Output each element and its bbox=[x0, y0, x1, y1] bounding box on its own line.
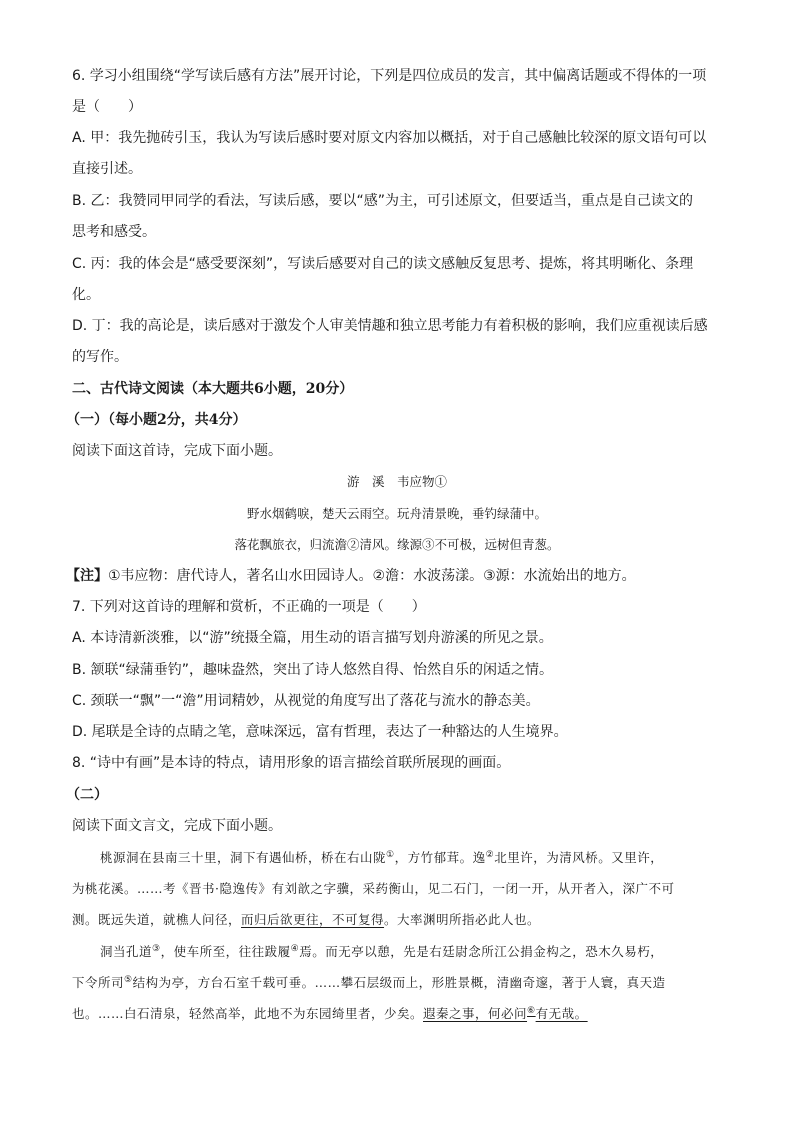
q6-option-c-line2: 化。 bbox=[72, 287, 100, 303]
q6-option-d-line2: 的写作。 bbox=[72, 349, 128, 365]
poem-note-mark-3: ③ bbox=[422, 537, 435, 552]
passage-note-mark-1: ① bbox=[386, 849, 395, 860]
poem-line-2-part-b: 清风。缘源 bbox=[359, 537, 422, 552]
passage-p1-l1-a: 桃源洞在县南三十里，洞下有遇仙桥，桥在右山陇 bbox=[100, 850, 387, 865]
passage-p2-line1 bbox=[100, 942, 663, 962]
note-text: ①韦应物：唐代诗人，著名山水田园诗人。②澹：水波荡漾。③源：水流始出的地方。 bbox=[108, 568, 636, 584]
q7-option-c: C. 颈联一“飘”一“澹”用词精妙，从视觉的角度写出了落花与流水的静态美。 bbox=[72, 693, 540, 709]
passage-note-mark-2: ② bbox=[485, 849, 495, 860]
passage-p2-l1-b: ，使车所至，往往跋履 bbox=[160, 944, 291, 959]
passage-note-mark-6: ⑥ bbox=[527, 1005, 536, 1016]
poem-title bbox=[0, 473, 794, 491]
poem-line-2 bbox=[0, 536, 794, 554]
q6-stem-line1: 6. 学习小组围绕“学写读后感有方法”展开讨论，下列是四位成员的发言，其中偏离话题或不得体的一项 bbox=[72, 68, 707, 84]
passage-underlined-sentence-1: 而归后欲更往，不可复得 bbox=[241, 912, 385, 927]
passage-note-mark-5: ⑤ bbox=[124, 974, 133, 985]
q6-option-a-line2: 直接引述。 bbox=[72, 161, 142, 177]
passage-p2-l2-a: 下令所司 bbox=[72, 975, 125, 990]
passage-p2-l1-c: 焉。而无亭以憩，先是右廷尉念所江公捐金构之，恐木久易朽， bbox=[299, 944, 664, 959]
q6-option-a-line1: A. 甲：我先抛砖引玉，我认为写读后感时要对原文内容加以概括，对于自己感触比较深的原文语句可以 bbox=[72, 130, 707, 146]
q7-option-b: B. 颔联“绿蒲垂钓”，趣味盎然，突出了诗人悠然自得、怡然自乐的闲适之情。 bbox=[72, 662, 554, 678]
passage-p1-l1-c: 北里许，为清风桥。又里许， bbox=[494, 850, 664, 865]
poem-line-2-part-a: 落花飘旅衣，归流澹 bbox=[234, 537, 347, 552]
passage-p2-l1-a: 洞当孔道 bbox=[100, 944, 153, 959]
passage-p1-line3 bbox=[72, 910, 540, 930]
q8-stem: 8. “诗中有画”是本诗的特点，请用形象的语言描绘首联所展现的画面。 bbox=[72, 755, 511, 771]
q6-stem-line2: 是（ ） bbox=[72, 99, 142, 115]
q6-option-c-line1: C. 丙：我的体会是“感受要深刻”，写读后感要对自己的读文感触反复思考、提炼，将其明晰化、条理 bbox=[72, 256, 694, 272]
passage-p2-l3-a: 也。……白石清泉，轻然高举，此地不为东园绮里者，少矣。 bbox=[72, 1006, 424, 1021]
poem-line-2-part-c: 不可极，远树但青葱。 bbox=[434, 537, 560, 552]
section-2-part-2-header: （二） bbox=[66, 787, 108, 803]
passage-p1-line1 bbox=[100, 848, 663, 868]
poem-title-text: 游 溪 韦应物 bbox=[346, 474, 435, 489]
note-bracket: 【注】 bbox=[66, 568, 108, 584]
q6-option-b-line1: B. 乙：我赞同甲同学的看法，写读后感，要以“感”为主，可引述原文，但要适当，重点是自己读文的 bbox=[72, 193, 694, 209]
poem-title-note-mark: ① bbox=[434, 474, 448, 489]
passage-p2-line2 bbox=[72, 973, 666, 993]
section-2-title: 二、古代诗文阅读（本大题共6小题，20分） bbox=[72, 381, 354, 397]
passage-p1-l3-a: 测。既远失道，就樵人问径， bbox=[72, 912, 242, 927]
passage-p2-l2-b: 结构为亭，方台石室千载可垂。……攀石层级而上，形胜景概，清幽奇邃，著于人寰，真天造 bbox=[132, 975, 666, 990]
passage-p1-l3-b: 。大率渊明所指必此人也。 bbox=[384, 912, 541, 927]
passage-p2-line3 bbox=[72, 1004, 588, 1024]
poem-instruction: 阅读下面这首诗，完成下面小题。 bbox=[72, 443, 282, 459]
passage-note-mark-4: ④ bbox=[290, 943, 300, 954]
section-2-part-1-header: （一）（每小题2分，共4分） bbox=[66, 412, 247, 428]
poem-note-mark-2: ② bbox=[346, 537, 360, 552]
q6-option-d-line1: D. 丁：我的高论是，读后感对于激发个人审美情趣和独立思考能力有着积极的影响，我们应重视读后感 bbox=[72, 318, 708, 334]
passage-p1-l1-b: ，方竹郁茸。逸 bbox=[394, 850, 486, 865]
passage-p1-line2: 为桃花溪。……考《晋书·隐逸传》有刘歆之字骥，采药衡山，见二石门，一闭一开，从开者入，深广不可 bbox=[72, 881, 675, 896]
q6-option-b-line2: 思考和感受。 bbox=[72, 224, 156, 240]
passage-underlined-sentence-2a: 遐秦之事，何必问 bbox=[423, 1006, 528, 1021]
q7-stem: 7. 下列对这首诗的理解和赏析，不正确的一项是（ ） bbox=[72, 599, 426, 615]
q7-option-d: D. 尾联是全诗的点睛之笔，意味深远，富有哲理，表达了一种豁达的人生境界。 bbox=[72, 724, 568, 740]
poem-line-1: 野水烟鹤唳，楚天云雨空。玩舟清景晚，垂钓绿蒲中。 bbox=[246, 506, 547, 521]
prose-instruction: 阅读下面文言文，完成下面小题。 bbox=[72, 818, 282, 834]
q7-option-a: A. 本诗清新淡雅，以“游”统摄全篇，用生动的语言描写划舟游溪的所见之景。 bbox=[72, 630, 553, 646]
passage-underlined-sentence-2b: 有无哉。 bbox=[535, 1006, 588, 1021]
passage-note-mark-3: ③ bbox=[152, 943, 161, 954]
poem-notes bbox=[66, 566, 636, 586]
